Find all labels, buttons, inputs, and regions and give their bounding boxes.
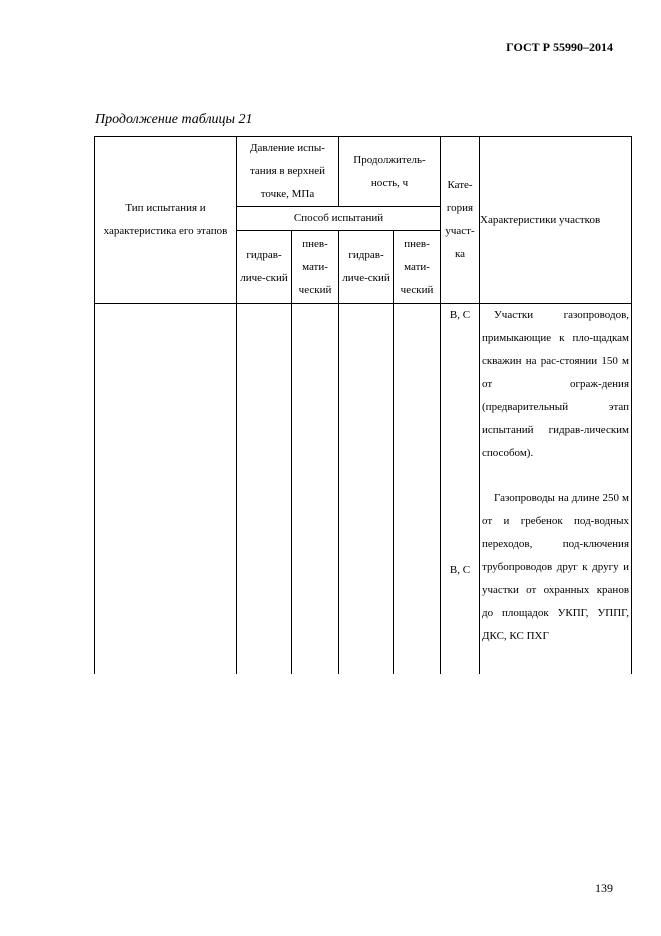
cell-hydraulic-pressure — [237, 304, 292, 674]
header-characteristics: Характеристики участков — [480, 137, 632, 304]
characteristics-text-1: Участки газопроводов, примыкающие к пло-щадкам скважин на рас-стоянии 150 м от ограж-дения (предварительный этап испытаний гидрав-лическим способом). — [482, 309, 630, 459]
cell-test-type — [95, 304, 237, 674]
cell-category — [441, 304, 480, 674]
cell-pneumatic-pressure — [292, 304, 339, 674]
characteristics-text-2: Газопроводы на длине 250 м от и гребенок под-водных переходов, под-ключения трубопроводов друг к другу и участки от охранных кранов до площадок УКПГ, УППГ, ДКС, КС ПХГ — [482, 492, 630, 642]
cell-pneumatic-duration — [394, 304, 441, 674]
header-pneumatic-duration: пнев-мати-ческий — [394, 231, 441, 304]
table-row — [95, 304, 632, 674]
page-number: 139 — [595, 881, 613, 895]
cell-characteristics — [480, 304, 632, 674]
category-value-1: В, С — [449, 309, 471, 321]
cell-hydraulic-duration — [339, 304, 394, 674]
header-pressure: Давление испы-тания в верхней точке, МПа — [237, 137, 339, 207]
header-test-method: Способ испытаний — [237, 207, 441, 231]
header-test-type: Тип испытания и характеристика его этапов — [95, 137, 237, 304]
category-value-2: В, С — [449, 564, 471, 576]
table-caption: Продолжение таблицы 21 — [95, 112, 253, 127]
header-duration: Продолжитель-ность, ч — [339, 137, 441, 207]
header-hydraulic-pressure: гидрав-личе-ский — [237, 231, 292, 304]
header-pneumatic-pressure: пнев-мати-ческий — [292, 231, 339, 304]
header-hydraulic-duration: гидрав-личе-ский — [339, 231, 394, 304]
document-code: ГОСТ Р 55990–2014 — [506, 40, 613, 54]
header-category: Кате-гория участ-ка — [441, 137, 480, 304]
tests-table — [94, 136, 632, 674]
